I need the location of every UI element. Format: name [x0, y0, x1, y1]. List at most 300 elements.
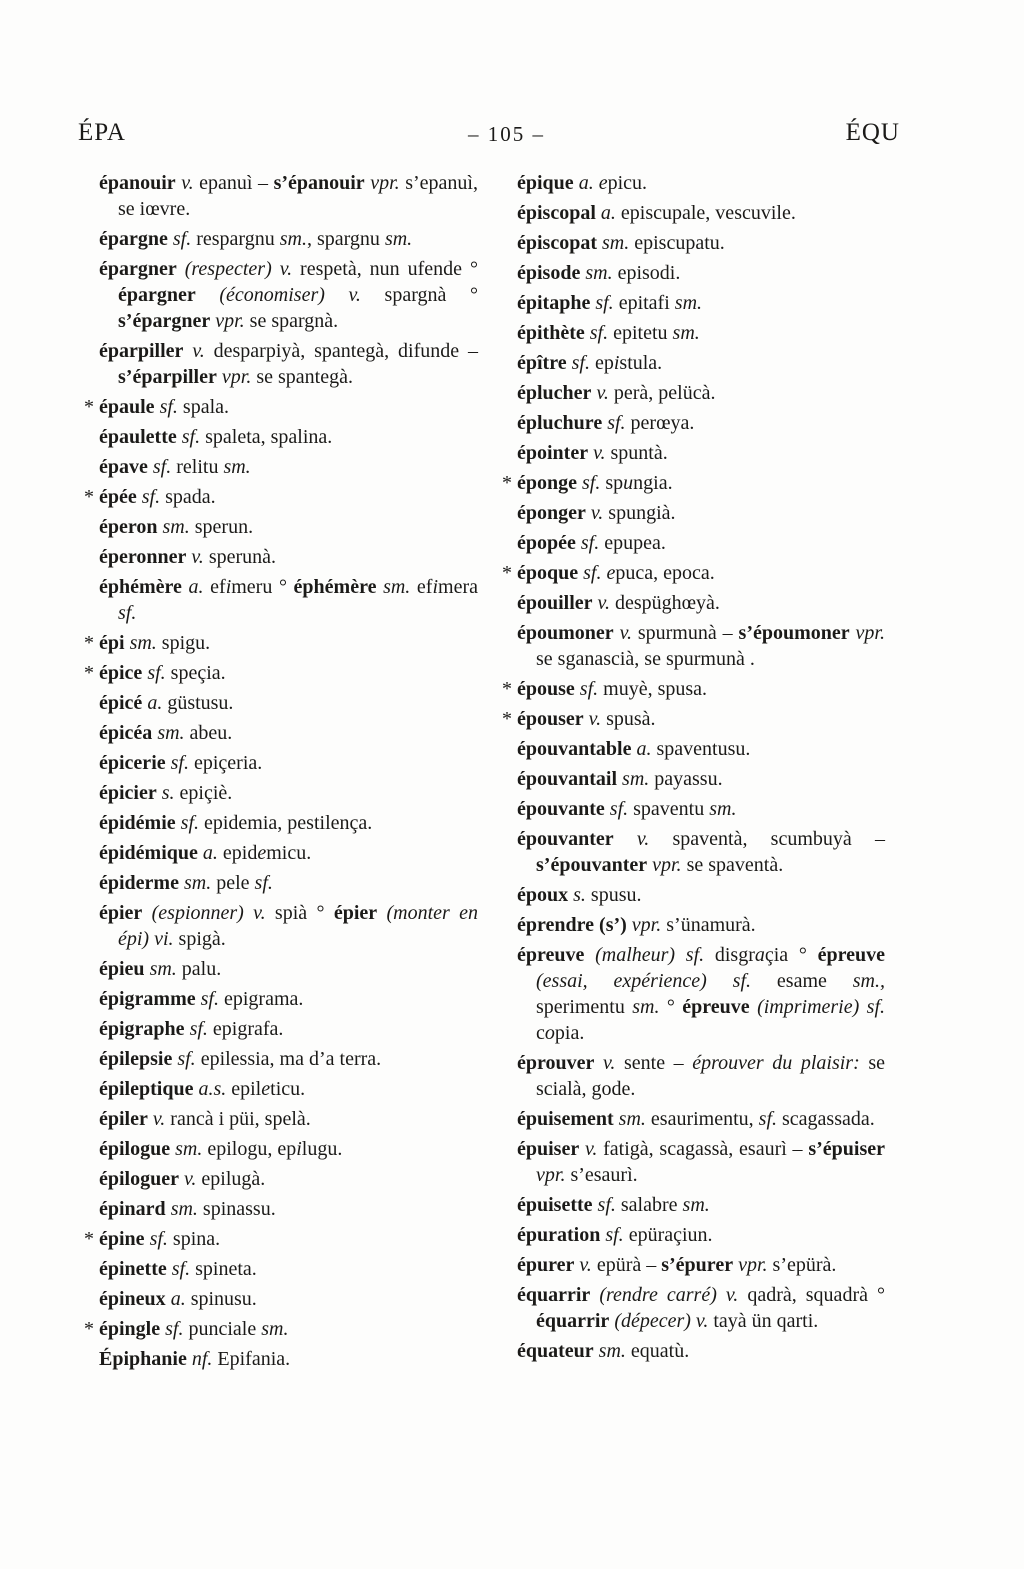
grammar-label: v.	[579, 1138, 598, 1160]
translation-text: c	[536, 1022, 545, 1044]
grammar-label: (respecter) v.	[176, 258, 293, 280]
grammar-label: vpr.	[626, 914, 662, 936]
dictionary-columns	[84, 170, 885, 1376]
grammar-label: v.	[613, 622, 632, 644]
grammar-label: v.	[179, 1168, 197, 1190]
dictionary-entry	[99, 226, 478, 252]
grammar-label: v.	[583, 708, 602, 730]
grammar-label: sf.	[604, 798, 629, 820]
headword: épître	[517, 352, 567, 374]
translation-text: güstusu.	[162, 692, 234, 714]
translation-text: episcupatu.	[629, 232, 725, 254]
headword: épileptique	[99, 1078, 194, 1100]
translation-text: epigrama.	[218, 988, 304, 1010]
grammar-label: sf.	[136, 486, 161, 508]
translation-text: fatigà, scagassà, esaurì –	[597, 1138, 809, 1160]
dictionary-entry	[99, 986, 478, 1012]
translation-text: ngia.	[633, 472, 673, 494]
grammar-label: sm.	[165, 1198, 198, 1220]
dictionary-entry	[517, 942, 885, 1046]
translation-text: esaurimentu,	[645, 1108, 759, 1130]
translation-text: sperunà.	[203, 546, 277, 568]
headword: épingle	[99, 1318, 161, 1340]
dictionary-entry	[84, 394, 478, 420]
grammar-label: sm.	[682, 1194, 710, 1216]
headword: s’épurer	[661, 1254, 734, 1276]
headword: s’épanouir	[273, 172, 365, 194]
translation-text: epupea.	[599, 532, 666, 554]
grammar-label: v.	[183, 340, 205, 362]
grammar-label: sm.	[178, 872, 212, 894]
grammar-label: sf.	[584, 322, 609, 344]
grammar-label: (malheur) sf.	[584, 944, 705, 966]
dictionary-entry	[517, 590, 885, 616]
translation-text: spaventusu.	[651, 738, 751, 760]
translation-text: ef	[203, 576, 226, 598]
dictionary-entry	[517, 736, 885, 762]
headword: épicé	[99, 692, 143, 714]
headword: époux	[517, 884, 569, 906]
grammar-label: vpr.	[647, 854, 682, 876]
headword: éprendre (s’)	[517, 914, 627, 936]
common-usage-asterisk: *	[502, 708, 512, 730]
grammar-label: o	[544, 1022, 555, 1044]
headword: épaulette	[99, 426, 177, 448]
translation-text: °	[659, 996, 683, 1018]
translation-text: mera	[438, 576, 478, 598]
dictionary-entry	[502, 560, 885, 586]
common-usage-asterisk: *	[84, 396, 94, 418]
grammar-label: i	[432, 576, 439, 598]
dictionary-entry	[517, 912, 885, 938]
grammar-label: v.	[186, 546, 204, 568]
grammar-label: v.	[588, 442, 606, 464]
headword: équarrir	[517, 1284, 591, 1306]
grammar-label: sm.	[223, 456, 251, 478]
headword: épreuve	[682, 996, 750, 1018]
headword: épiderme	[99, 872, 179, 894]
dictionary-entry	[99, 1046, 478, 1072]
grammar-label: sf.	[575, 532, 600, 554]
column-right	[502, 170, 885, 1376]
grammar-label: v.	[574, 1254, 592, 1276]
translation-text: Epifania.	[212, 1348, 291, 1370]
headword: épidémie	[99, 812, 176, 834]
headword: épi	[99, 632, 125, 654]
headword: éperon	[99, 516, 158, 538]
grammar-label: sm.	[672, 322, 700, 344]
translation-text: spuntà.	[605, 442, 668, 464]
translation-text: pia.	[554, 1022, 585, 1044]
headword: équateur	[517, 1340, 594, 1362]
dictionary-entry	[502, 676, 885, 702]
page-header	[78, 116, 900, 150]
common-usage-asterisk: *	[502, 678, 512, 700]
dictionary-entry	[517, 1338, 885, 1364]
translation-text: esame	[751, 970, 853, 992]
dictionary-entry	[517, 1106, 885, 1132]
grammar-label: i	[225, 576, 232, 598]
dictionary-entry	[99, 170, 478, 222]
dictionary-entry	[502, 706, 885, 732]
dictionary-entry	[517, 1252, 885, 1278]
translation-text: puca, epoca.	[615, 562, 715, 584]
headword: s’épuiser	[808, 1138, 885, 1160]
dictionary-entry	[517, 1050, 885, 1102]
headword: éparpiller	[99, 340, 184, 362]
translation-text: spià °	[265, 902, 334, 924]
translation-text: stula.	[619, 352, 663, 374]
headword: épaule	[99, 396, 155, 418]
translation-text: episcupale, vescuvile.	[615, 202, 796, 224]
grammar-label: u	[623, 472, 634, 494]
grammar-label: sf.	[577, 472, 601, 494]
headword: épluchure	[517, 412, 603, 434]
translation-text: spina.	[167, 1228, 221, 1250]
translation-text: spungià.	[603, 502, 676, 524]
grammar-label: sm.	[170, 1138, 203, 1160]
grammar-label: sf.	[165, 752, 189, 774]
headword: s’éparpiller	[118, 366, 217, 388]
translation-text: s’esaurì.	[565, 1164, 638, 1186]
grammar-label: nf.	[186, 1348, 213, 1370]
translation-text: s’epanuì, se iœvre.	[118, 172, 478, 220]
dictionary-entry	[517, 440, 885, 466]
grammar-label: sf.	[160, 1318, 184, 1340]
dictionary-entry	[517, 620, 885, 672]
translation-text: epiçeria.	[188, 752, 263, 774]
translation-text: rancà i püi, spelà.	[165, 1108, 311, 1130]
grammar-label: sm.	[597, 232, 630, 254]
translation-text: perà, pelücà.	[608, 382, 716, 404]
dictionary-entry	[99, 1256, 478, 1282]
grammar-label: a.	[142, 692, 163, 714]
grammar-label: (essai, expérience) sf.	[536, 970, 752, 992]
headword: épice	[99, 662, 143, 684]
headword: épique	[517, 172, 574, 194]
translation-text: ticu.	[270, 1078, 306, 1100]
grammar-label: (rendre carré) v.	[590, 1284, 739, 1306]
grammar-label: sm.	[613, 1108, 646, 1130]
grammar-label: sf.	[118, 602, 137, 624]
dictionary-entry	[99, 514, 478, 540]
translation-text: tayà ün qarti.	[708, 1310, 819, 1332]
translation-text: spusà.	[601, 708, 656, 730]
dictionary-entry	[517, 260, 885, 286]
grammar-label: e	[261, 1078, 271, 1100]
grammar-label: sf.	[175, 812, 199, 834]
grammar-label: (monter en épi) vi.	[118, 902, 478, 950]
grammar-label: sm.	[617, 768, 650, 790]
grammar-label: sf.	[578, 562, 602, 584]
translation-text: episodi.	[612, 262, 681, 284]
headword: épieu	[99, 958, 145, 980]
dictionary-entry	[99, 338, 478, 390]
headword: épouvante	[517, 798, 605, 820]
grammar-label: sf.	[758, 1108, 777, 1130]
headword: épithète	[517, 322, 585, 344]
dictionary-entry	[99, 780, 478, 806]
headword: épier	[99, 902, 143, 924]
grammar-label: a.	[595, 202, 616, 224]
grammar-label: a.s.	[193, 1078, 227, 1100]
grammar-label: s.	[568, 884, 586, 906]
headword: épée	[99, 486, 137, 508]
translation-text: epiçiè.	[174, 782, 233, 804]
grammar-label: v.	[591, 382, 609, 404]
dictionary-entry	[517, 530, 885, 556]
translation-text: sp	[600, 472, 624, 494]
translation-text: spaventà, scumbuyà –	[649, 828, 885, 850]
common-usage-asterisk: *	[84, 632, 94, 654]
grammar-label: sm.	[580, 262, 613, 284]
dictionary-entry	[99, 574, 478, 626]
grammar-label: sf.	[172, 1048, 196, 1070]
translation-text: sperun.	[189, 516, 254, 538]
grammar-label: sm.	[632, 996, 660, 1018]
grammar-label: sf.	[592, 1194, 616, 1216]
grammar-label: sm.	[279, 228, 307, 250]
headword: épineux	[99, 1288, 166, 1310]
translation-text: spala.	[177, 396, 229, 418]
grammar-label: sm.	[709, 798, 737, 820]
dictionary-entry	[517, 170, 885, 196]
headword: époque	[517, 562, 579, 584]
translation-text: spada.	[160, 486, 216, 508]
dictionary-entry	[84, 660, 478, 686]
translation-text: palu.	[176, 958, 222, 980]
dictionary-entry	[99, 900, 478, 952]
headword: épanouir	[99, 172, 176, 194]
dictionary-entry	[99, 690, 478, 716]
translation-text: epilugà.	[196, 1168, 266, 1190]
grammar-label: sf.	[144, 1228, 168, 1250]
grammar-label: a	[754, 944, 765, 966]
translation-text: salabre	[615, 1194, 683, 1216]
guide-word-right: ÉQU	[845, 119, 900, 146]
headword: épuration	[517, 1224, 601, 1246]
dictionary-entry	[99, 840, 478, 866]
grammar-label: sf.	[154, 396, 178, 418]
translation-text: spaleta, spalina.	[200, 426, 333, 448]
translation-text: sperimentu	[536, 996, 633, 1018]
grammar-label: sm.	[384, 228, 413, 250]
headword: éponge	[517, 472, 577, 494]
grammar-label: sm.	[152, 722, 185, 744]
translation-text: pele	[211, 872, 255, 894]
grammar-label: sf.	[142, 662, 166, 684]
translation-text: spigu.	[156, 632, 211, 654]
headword: épiscopat	[517, 232, 597, 254]
headword: épointer	[517, 442, 589, 464]
grammar-label: e	[257, 842, 267, 864]
dictionary-entry	[99, 750, 478, 776]
grammar-label: a.	[631, 738, 652, 760]
dictionary-entry	[99, 956, 478, 982]
translation-text: punciale	[183, 1318, 262, 1340]
headword: épinette	[99, 1258, 167, 1280]
dictionary-entry	[84, 1316, 478, 1342]
translation-text: spurmunà –	[631, 622, 739, 644]
translation-text: equatù.	[625, 1340, 690, 1362]
grammar-label: vpr.	[216, 366, 252, 388]
headword: épuisement	[517, 1108, 614, 1130]
grammar-label: (économiser) v.	[195, 284, 361, 306]
dictionary-entry	[99, 256, 478, 334]
headword: épuiser	[517, 1138, 580, 1160]
headword: épigramme	[99, 988, 196, 1010]
dictionary-entry	[99, 1106, 478, 1132]
translation-text: epitetu	[608, 322, 673, 344]
headword: épicéa	[99, 722, 153, 744]
grammar-label: v.	[592, 592, 610, 614]
headword: Épiphanie	[99, 1348, 187, 1370]
grammar-label: (imprimerie) sf.	[749, 996, 885, 1018]
grammar-label: sf.	[195, 988, 219, 1010]
dictionary-entry	[517, 1282, 885, 1334]
translation-text: , spargnu	[306, 228, 385, 250]
translation-text: spinusu.	[185, 1288, 257, 1310]
translation-text: epitafi	[613, 292, 675, 314]
grammar-label: a.	[181, 576, 204, 598]
dictionary-entry	[517, 796, 885, 822]
guide-word-left: ÉPA	[78, 119, 126, 146]
headword: épurer	[517, 1254, 575, 1276]
translation-text: epüraçiun.	[623, 1224, 713, 1246]
common-usage-asterisk: *	[84, 662, 94, 684]
grammar-label: vpr.	[210, 310, 245, 332]
grammar-label: (dépecer) v.	[609, 1310, 709, 1332]
translation-text: muyè, spusa.	[598, 678, 708, 700]
headword: épouvantable	[517, 738, 632, 760]
translation-text: se sganascià, se spurmunà .	[536, 648, 755, 670]
grammar-label: vpr.	[733, 1254, 768, 1276]
translation-text: spineta.	[190, 1258, 257, 1280]
common-usage-asterisk: *	[84, 1228, 94, 1250]
headword: épier	[333, 902, 378, 924]
translation-text: se spargnà.	[244, 310, 339, 332]
headword: épilepsie	[99, 1048, 173, 1070]
translation-text: scagassada.	[777, 1108, 875, 1130]
translation-text: perœya.	[625, 412, 695, 434]
dictionary-entry	[99, 720, 478, 746]
headword: épouser	[517, 708, 584, 730]
translation-text: se spaventà.	[681, 854, 784, 876]
grammar-label: v.	[585, 502, 604, 524]
translation-text: spinassu.	[197, 1198, 276, 1220]
headword: épiloguer	[99, 1168, 179, 1190]
grammar-label: v.	[613, 828, 650, 850]
grammar-label: i	[296, 1138, 302, 1160]
grammar-label: i	[613, 352, 620, 374]
translation-text: spigà.	[173, 928, 226, 950]
headword: épargner	[99, 258, 177, 280]
grammar-label: sf.	[574, 678, 599, 700]
translation-text: respargnu	[191, 228, 280, 250]
headword: s’épouvanter	[536, 854, 648, 876]
translation-text: despüghœyà.	[609, 592, 720, 614]
page-number: – 105 –	[468, 122, 545, 146]
grammar-label: sf.	[600, 1224, 624, 1246]
dictionary-entry	[517, 826, 885, 878]
translation-text: qadrà, squadrà °	[738, 1284, 886, 1306]
dictionary-entry	[99, 1196, 478, 1222]
headword: éperonner	[99, 546, 187, 568]
translation-text: s’ünamurà.	[661, 914, 756, 936]
dictionary-entry	[517, 350, 885, 376]
grammar-label: sf.	[254, 872, 273, 894]
headword: épreuve	[517, 944, 585, 966]
translation-text: epilogu, ep	[202, 1138, 297, 1160]
headword: éphémère	[293, 576, 377, 598]
grammar-label: sm.	[376, 576, 411, 598]
grammar-label: sf.	[147, 456, 172, 478]
dictionary-entry	[502, 470, 885, 496]
translation-text: relitu	[171, 456, 224, 478]
headword: s’époumoner	[738, 622, 850, 644]
dictionary-entry	[517, 1222, 885, 1248]
headword: épargne	[99, 228, 168, 250]
headword: épopée	[517, 532, 576, 554]
headword: épisode	[517, 262, 581, 284]
grammar-label: sf.	[166, 1258, 191, 1280]
dictionary-entry	[99, 1286, 478, 1312]
headword: épilogue	[99, 1138, 171, 1160]
grammar-label: sm.,	[852, 970, 885, 992]
translation-text: spargnà °	[360, 284, 478, 306]
dictionary-entry	[517, 200, 885, 226]
dictionary-entry	[517, 410, 885, 436]
grammar-label: e	[606, 562, 616, 584]
dictionary-entry	[517, 1136, 885, 1188]
dictionary-entry	[517, 766, 885, 792]
grammar-label: sm.	[157, 516, 190, 538]
headword: épiscopal	[517, 202, 596, 224]
headword: épine	[99, 1228, 145, 1250]
headword: éphémère	[99, 576, 182, 598]
headword: épicier	[99, 782, 157, 804]
translation-text: epürà –	[591, 1254, 662, 1276]
dictionary-entry	[99, 544, 478, 570]
translation-text: se spantegà.	[251, 366, 353, 388]
translation-text: sente –	[615, 1052, 693, 1074]
dictionary-entry	[517, 882, 885, 908]
dictionary-entry	[517, 320, 885, 346]
translation-text: spaventu	[628, 798, 710, 820]
grammar-label: a.	[165, 1288, 186, 1310]
grammar-label: (espionner) v.	[142, 902, 266, 924]
headword: épouiller	[517, 592, 593, 614]
translation-text: lugu.	[301, 1138, 343, 1160]
grammar-label: sf.	[176, 426, 201, 448]
headword: épiler	[99, 1108, 148, 1130]
headword: éplucher	[517, 382, 592, 404]
headword: épinard	[99, 1198, 166, 1220]
dictionary-entry	[99, 1076, 478, 1102]
headword: épouvantail	[517, 768, 618, 790]
headword: épave	[99, 456, 148, 478]
translation-text: epanuì –	[193, 172, 274, 194]
grammar-label: sm.	[144, 958, 177, 980]
grammar-label: sm.	[593, 1340, 626, 1362]
dictionary-entry	[99, 870, 478, 896]
common-usage-asterisk: *	[84, 486, 94, 508]
dictionary-entry	[99, 810, 478, 836]
headword: épidémique	[99, 842, 198, 864]
grammar-label: sm.	[674, 292, 703, 314]
translation-text: epid	[217, 842, 258, 864]
grammar-label: sm.	[261, 1318, 289, 1340]
